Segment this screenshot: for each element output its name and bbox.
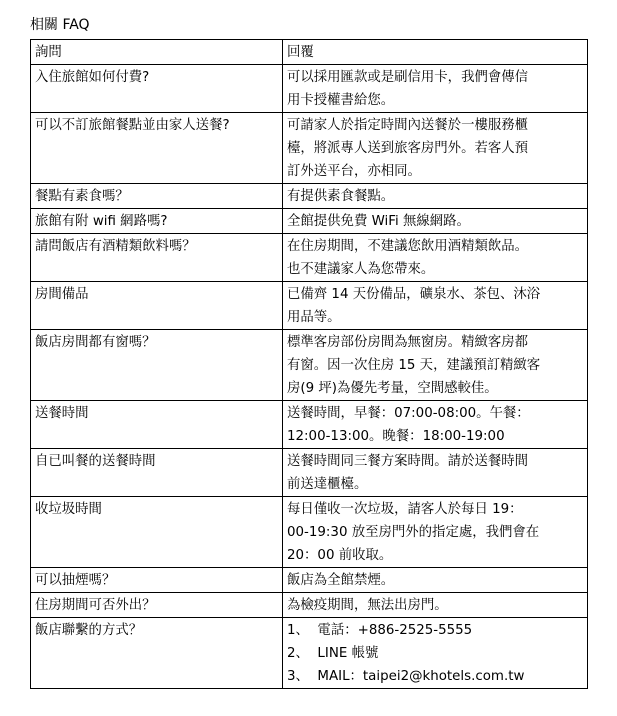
answer-line: 20：00 前收取。 [287,548,393,563]
question-cell: 入住旅館如何付費? [31,65,283,113]
table-row [31,449,588,497]
faq-table [30,39,588,689]
answer-line: 訂外送平台，亦相同。 [287,164,421,179]
answer-line: 可以採用匯款或是刷信用卡，我們會傳信 [287,70,529,85]
question-cell: 送餐時間 [31,401,283,449]
question-cell: 請問飯店有酒精類飲料嗎？ [31,234,283,282]
table-row [31,234,588,282]
answer-cell [283,234,588,282]
answer-line: 有窗。因一次住房 15 天，建議預訂精緻客 [287,358,541,373]
answer-cell [283,568,588,593]
table-row [31,209,588,234]
answer-cell [283,401,588,449]
document-title: 相關 FAQ [30,17,90,33]
table-row [31,330,588,401]
answer-cell [283,593,588,618]
answer-cell [283,282,588,330]
answer-line: 在住房期間，不建議您飲用酒精類飲品。 [287,239,529,254]
table-row [31,618,588,689]
answer-cell [283,184,588,209]
table-row [31,184,588,209]
contact-line-account: 2、 LINE 帳號 [287,646,379,661]
answer-line: 全館提供免費 WiFi 無線網路。 [287,214,470,229]
answer-cell [283,209,588,234]
table-row [31,113,588,184]
answer-line: 也不建議家人為您帶來。 [287,262,435,277]
header-answer: 回覆 [283,40,588,65]
answer-line: 12:00-13:00。晚餐：18:00-19:00 [287,429,505,444]
table-row [31,401,588,449]
answer-cell [283,65,588,113]
contact-phone: 1、 電話：+886-2525-5555 [287,623,473,638]
answer-line: 00-19:30 放至房門外的指定處，我們會在 [287,525,540,540]
contact-email: 3、 MAIL：taipei2@khotels.com.tw [287,669,525,684]
answer-line: 前送達櫃檯。 [287,477,368,492]
answer-line: 飯店為全館禁煙。 [287,573,395,588]
question-cell: 餐點有素食嗎？ [31,184,283,209]
table-header-row [31,40,588,65]
table-row [31,65,588,113]
answer-line: 用卡授權書給您。 [287,93,395,108]
header-question: 詢問 [31,40,283,65]
answer-line: 有提供素食餐點。 [287,189,395,204]
answer-line: 標準客房部份房間為無窗房。精緻客房都 [287,335,529,350]
question-cell: 飯店房間都有窗嗎？ [31,330,283,401]
table-row [31,497,588,568]
answer-line: 房(9 坪)為優先考量，空間感較佳。 [287,381,498,396]
answer-line: 可請家人於指定時間內送餐於一樓服務櫃 [287,118,529,133]
table-row [31,593,588,618]
question-cell: 住房期間可否外出？ [31,593,283,618]
question-cell: 自已叫餐的送餐時間 [31,449,283,497]
table-row [31,568,588,593]
answer-line: 每日僅收一次垃圾，請客人於每日 19： [287,502,523,517]
answer-cell [283,449,588,497]
table-row [31,282,588,330]
answer-cell [283,330,588,401]
answer-line: 用品等。 [287,310,341,325]
answer-line: 送餐時間，早餐：07:00-08:00。午餐： [287,406,530,421]
answer-cell [283,113,588,184]
answer-line: 送餐時間同三餐方案時間。請於送餐時間 [287,454,529,469]
question-cell: 收垃圾時間 [31,497,283,568]
question-cell: 可以不訂旅館餐點並由家人送餐? [31,113,283,184]
question-cell: 可以抽煙嗎？ [31,568,283,593]
question-cell: 房間備品 [31,282,283,330]
answer-line: 已備齊 14 天份備品，礦泉水、茶包、沐浴 [287,287,541,302]
answer-line: 檯，將派專人送到旅客房門外。若客人預 [287,141,529,156]
answer-cell [283,618,588,689]
question-cell: 旅館有附 wifi 網路嗎? [31,209,283,234]
answer-cell [283,497,588,568]
question-cell: 飯店聯繫的方式？ [31,618,283,689]
answer-line: 為檢疫期間，無法出房門。 [287,598,448,613]
